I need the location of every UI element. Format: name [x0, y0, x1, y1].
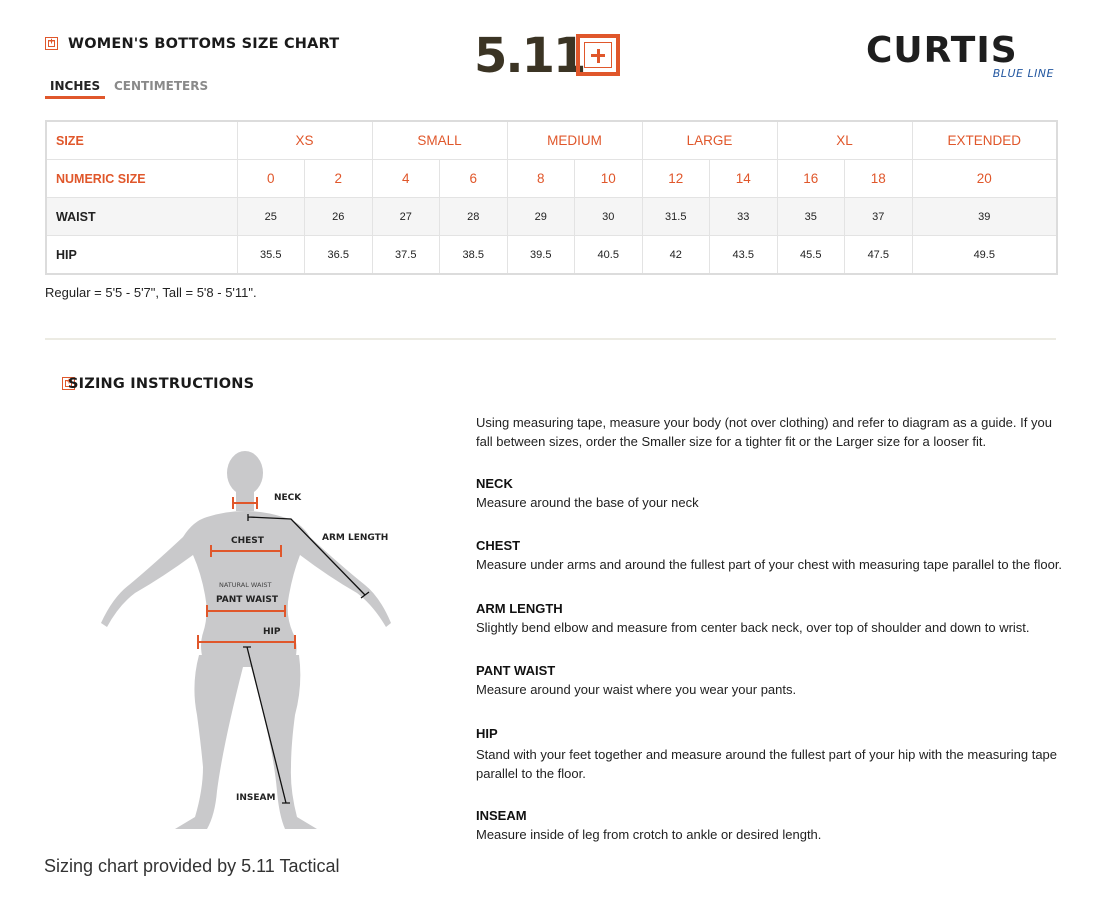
logo-511-text: 5.11 — [474, 28, 585, 84]
natural-waist-label: NATURAL WAIST — [219, 581, 272, 589]
size-xl: XL — [777, 121, 912, 160]
hip-cell: 43.5 — [710, 236, 778, 275]
hip-cell: 35.5 — [237, 236, 305, 275]
numeric-size-row — [46, 160, 1057, 198]
pant-waist-label: PANT WAIST — [216, 595, 278, 605]
size-chart-table — [45, 120, 1058, 275]
body-silhouette — [101, 451, 391, 829]
section-plus-icon — [45, 37, 58, 50]
hip-label: HIP — [46, 236, 237, 275]
waist-cell: 29 — [507, 198, 575, 236]
instruction-hip — [476, 726, 1061, 783]
inseam-label: INSEAM — [236, 793, 276, 803]
numeric-size-cell: 10 — [575, 160, 643, 198]
waist-cell: 31.5 — [642, 198, 710, 236]
instruction-heading: INSEAM — [476, 808, 527, 823]
size-small: SMALL — [372, 121, 507, 160]
credit-text: Sizing chart provided by 5.11 Tactical — [44, 856, 340, 876]
page-title: WOMEN'S BOTTOMS SIZE CHART — [68, 36, 340, 52]
instruction-text: Measure around your waist where you wear your pants. — [476, 682, 797, 697]
instructions-intro: Using measuring tape, measure your body (not over clothing) and refer to diagram as a guide. If you fall between sizes, order the Smaller size for a tighter fit or the Larger size for a looser fit. — [476, 415, 1052, 449]
instruction-text: Stand with your feet together and measure around the fullest part of your hip with the measuring tape parallel to the floor. — [476, 747, 1058, 781]
section-divider — [45, 338, 1056, 340]
logo-511-plus-icon — [576, 34, 620, 76]
size-xs: XS — [237, 121, 372, 160]
logo-511 — [474, 28, 585, 84]
arm-length-label: ARM LENGTH — [322, 533, 389, 543]
numeric-size-cell: 6 — [440, 160, 508, 198]
numeric-size-cell: 16 — [777, 160, 845, 198]
size-medium: MEDIUM — [507, 121, 642, 160]
logo-curtis-text: CURTIS — [866, 30, 1018, 71]
instruction-text: Measure around the base of your neck — [476, 495, 699, 510]
instruction-text: Measure inside of leg from crotch to ankle or desired length. — [476, 827, 822, 842]
instruction-inseam — [476, 808, 1066, 842]
waist-cell: 26 — [305, 198, 373, 236]
waist-cell: 28 — [440, 198, 508, 236]
numeric-size-cell: 12 — [642, 160, 710, 198]
instruction-neck — [476, 476, 1066, 510]
waist-row — [46, 198, 1057, 236]
height-note: Regular = 5'5 - 5'7", Tall = 5'8 - 5'11". — [45, 285, 257, 300]
numeric-size-cell: 0 — [237, 160, 305, 198]
hip-cell: 37.5 — [372, 236, 440, 275]
waist-cell: 37 — [845, 198, 913, 236]
neck-label: NECK — [274, 493, 302, 503]
size-large: LARGE — [642, 121, 777, 160]
waist-cell: 27 — [372, 198, 440, 236]
waist-cell: 39 — [912, 198, 1057, 236]
numeric-size-label: NUMERIC SIZE — [46, 160, 237, 198]
instruction-heading: HIP — [476, 726, 498, 741]
waist-cell: 30 — [575, 198, 643, 236]
instruction-heading: ARM LENGTH — [476, 601, 563, 616]
instruction-text: Measure under arms and around the fullest part of your chest with measuring tape parallel to the floor. — [476, 557, 1063, 572]
numeric-size-cell: 18 — [845, 160, 913, 198]
instruction-heading: PANT WAIST — [476, 663, 556, 678]
size-label: SIZE — [46, 121, 237, 160]
tab-inches[interactable]: INCHES — [45, 79, 105, 99]
instruction-arm-length — [476, 601, 1066, 635]
hip-cell: 42 — [642, 236, 710, 275]
hip-cell: 40.5 — [575, 236, 643, 275]
numeric-size-cell: 8 — [507, 160, 575, 198]
logo-blueline-text: BLUE LINE — [992, 67, 1054, 80]
numeric-size-cell: 2 — [305, 160, 373, 198]
chest-label: CHEST — [231, 536, 264, 546]
numeric-size-cell: 4 — [372, 160, 440, 198]
size-row — [46, 121, 1057, 160]
tab-centimeters[interactable]: CENTIMETERS — [114, 79, 209, 93]
instruction-pant-waist — [476, 663, 1066, 697]
hip-diagram-label: HIP — [263, 627, 281, 637]
size-extended: EXTENDED — [912, 121, 1057, 160]
hip-cell: 36.5 — [305, 236, 373, 275]
hip-cell: 39.5 — [507, 236, 575, 275]
waist-cell: 33 — [710, 198, 778, 236]
hip-cell: 38.5 — [440, 236, 508, 275]
waist-cell: 25 — [237, 198, 305, 236]
instruction-text: Slightly bend elbow and measure from center back neck, over top of shoulder and down to wrist. — [476, 620, 1030, 635]
instruction-heading: NECK — [476, 476, 513, 491]
instruction-chest — [476, 538, 1066, 572]
instruction-heading: CHEST — [476, 538, 521, 553]
waist-label: WAIST — [46, 198, 237, 236]
body-measurement-diagram — [95, 445, 400, 835]
hip-row — [46, 236, 1057, 275]
numeric-size-cell: 14 — [710, 160, 778, 198]
logo-curtis-blue-line — [866, 30, 1056, 80]
hip-cell: 47.5 — [845, 236, 913, 275]
numeric-size-cell: 20 — [912, 160, 1057, 198]
hip-cell: 49.5 — [912, 236, 1057, 275]
sizing-instructions-title: SIZING INSTRUCTIONS — [68, 376, 255, 392]
waist-cell: 35 — [777, 198, 845, 236]
hip-cell: 45.5 — [777, 236, 845, 275]
